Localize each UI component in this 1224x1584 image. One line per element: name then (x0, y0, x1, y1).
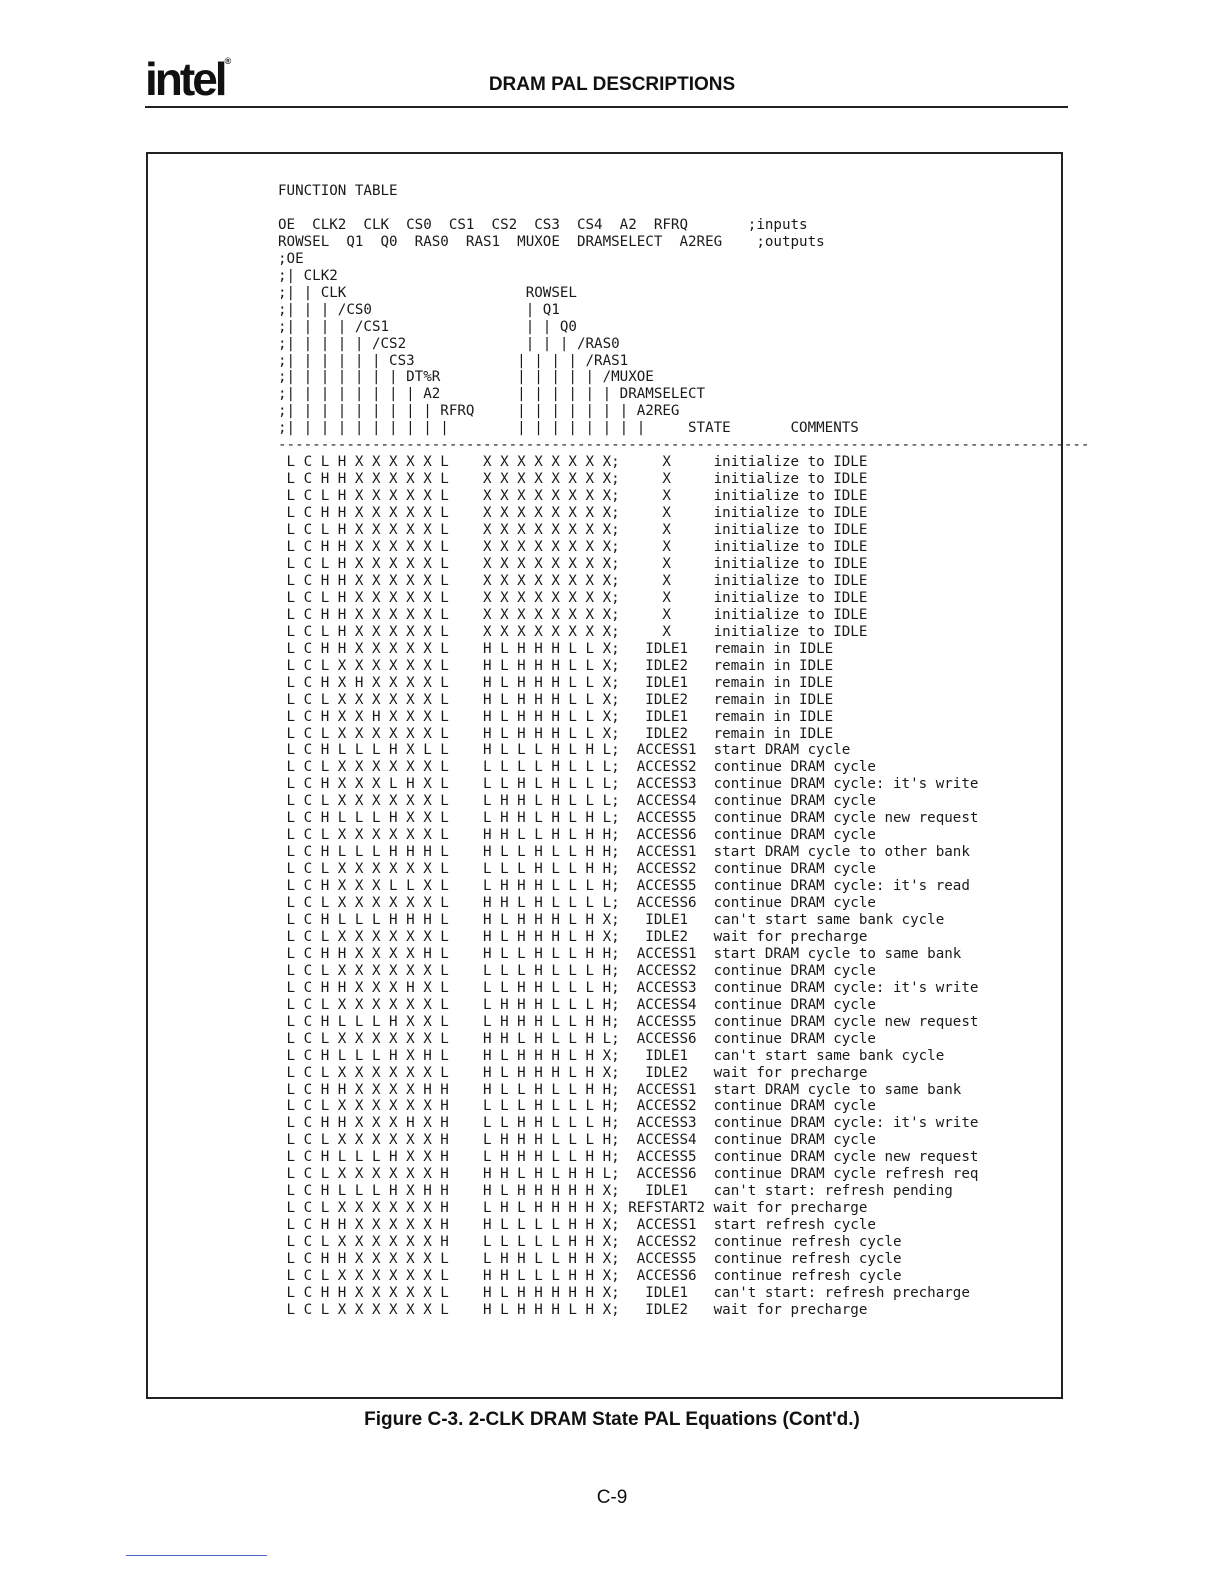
registered-mark-icon: ® (224, 56, 232, 66)
header-divider (145, 106, 1068, 108)
logo-text: intel (145, 53, 225, 105)
footer-link-underline (126, 1555, 267, 1556)
figure-caption: Figure C-3. 2-CLK DRAM State PAL Equations (Cont'd.) (364, 1409, 860, 1430)
function-table-listing: FUNCTION TABLE OE CLK2 CLK CS0 CS1 CS2 CS3 CS4 A2 RFRQ ;inputs ROWSEL Q1 Q0 RAS0 RAS1 MUXOE DRAMSELECT A2REG ;outputs ;OE ;| CLK2 ;| | CLK ROWSEL ;| | | /CS0 | Q1 ;| | | | /CS1 | | Q0 ;| | | | | /CS2 | | | /RAS0 ;| | | | | | CS3 | | | | /RAS1 ;| | | | | | | DT%R | | | | | /MUXOE ;| | | | | | | | A2 | | | | | | DRAMSELECT ;| | | | | | | | | RFRQ | | | | | | | A2REG ;| | | | | | | | | | | | | | | | | | STATE COMMENTS ----------------------------------------------------------------------------------------------- L C L H X X X X X L X X X X X X X X; X initialize to IDLE L C H H X X X X X L X X X X X X X X; X initialize to IDLE L C L H X X X X X L X X X X X X X X; X initialize to IDLE L C H H X X X X X L X X X X X X X X; X initialize to IDLE L C L H X X X X X L X X X X X X X X; X initialize to IDLE L C H H X X X X X L X X X X X X X X; X initialize to IDLE L C L H X X X X X L X X X X X X X X; X initialize to IDLE L C H H X X X X X L X X X X X X X X; X initialize to IDLE L C L H X X X X X L X X X X X X X X; X initialize to IDLE L C H H X X X X X L X X X X X X X X; X initialize to IDLE L C L H X X X X X L X X X X X X X X; X initialize to IDLE L C H H X X X X X L H L H H H L L X; IDLE1 remain in IDLE L C L X X X X X X L H L H H H L L X; IDLE2 remain in IDLE L C H X H X X X X L H L H H H L L X; IDLE1 remain in IDLE L C L X X X X X X L H L H H H L L X; IDLE2 remain in IDLE L C H X X H X X X L H L H H H L L X; IDLE1 remain in IDLE L C L X X X X X X L H L H H H L L X; IDLE2 remain in IDLE L C H L L L H X L L H L L L H L H L; ACCESS1 start DRAM cycle L C L X X X X X X L L L L L H L L L; ACCESS2 continue DRAM cycle L C H X X X L H X L L L H L H L L L; ACCESS3 continue DRAM cycle: it's write L C L X X X X X X L L H H L H L L L; ACCESS4 continue DRAM cycle L C H L L L H X X L L H H L H L H L; ACCESS5 continue DRAM cycle new request L C L X X X X X X L H H L L H L H H; ACCESS6 continue DRAM cycle L C H L L L H H H L H L L H L L H H; ACCESS1 start DRAM cycle to other bank L C L X X X X X X L L L L H L L H H; ACCESS2 continue DRAM cycle L C H X X X L L X L L H H H L L L H; ACCESS5 continue DRAM cycle: it's read L C L X X X X X X L H H L H L L L L; ACCESS6 continue DRAM cycle L C H L L L H H H L H L H H H L H X; IDLE1 can't start same bank cycle L C L X X X X X X L H L H H H L H X; IDLE2 wait for precharge L C H H X X X X H L H L L H L L H H; ACCESS1 start DRAM cycle to same bank L C L X X X X X X L L L L H L L L H; ACCESS2 continue DRAM cycle L C H H X X X H X L L L H H L L L H; ACCESS3 continue DRAM cycle: it's write L C L X X X X X X L L H H H L L L H; ACCESS4 continue DRAM cycle L C H L L L H X X L L H H H L L H H; ACCESS5 continue DRAM cycle new request L C L X X X X X X L H H L H L L H L; ACCESS6 continue DRAM cycle L C H L L L H X H L H L H H H L H X; IDLE1 can't start same bank cycle L C L X X X X X X L H L H H H L H X; IDLE2 wait for precharge L C H H X X X X H H H L L H L L H H; ACCESS1 start DRAM cycle to same bank L C L X X X X X X H L L L H L L L H; ACCESS2 continue DRAM cycle L C H H X X X H X H L L H H L L L H; ACCESS3 continue DRAM cycle: it's write L C L X X X X X X H L H H H L L L H; ACCESS4 continue DRAM cycle L C H L L L H X X H L H H H L L H H; ACCESS5 continue DRAM cycle new request L C L X X X X X X H H H L H L H H L; ACCESS6 continue DRAM cycle refresh req L C H L L L H X H H H L H H H H H X; IDLE1 can't start: refresh pending L C L X X X X X X H L H L H H H H X; REFSTART2 wait for precharge L C H H X X X X X H H L L L L H H X; ACCESS1 start refresh cycle L C L X X X X X X H L L L L L H H X; ACCESS2 continue refresh cycle L C H H X X X X X L L H H L L H H X; ACCESS5 continue refresh cycle L C L X X X X X X L H H L L L H H X; ACCESS6 continue refresh cycle L C H H X X X X X L H L H H H H H X; IDLE1 can't start: refresh precharge L C L X X X X X X L H L H H H L H X; IDLE2 wait for precharge (278, 183, 1090, 1318)
page-number: C-9 (596, 1487, 628, 1508)
page-header-title: DRAM PAL DESCRIPTIONS (488, 74, 736, 95)
